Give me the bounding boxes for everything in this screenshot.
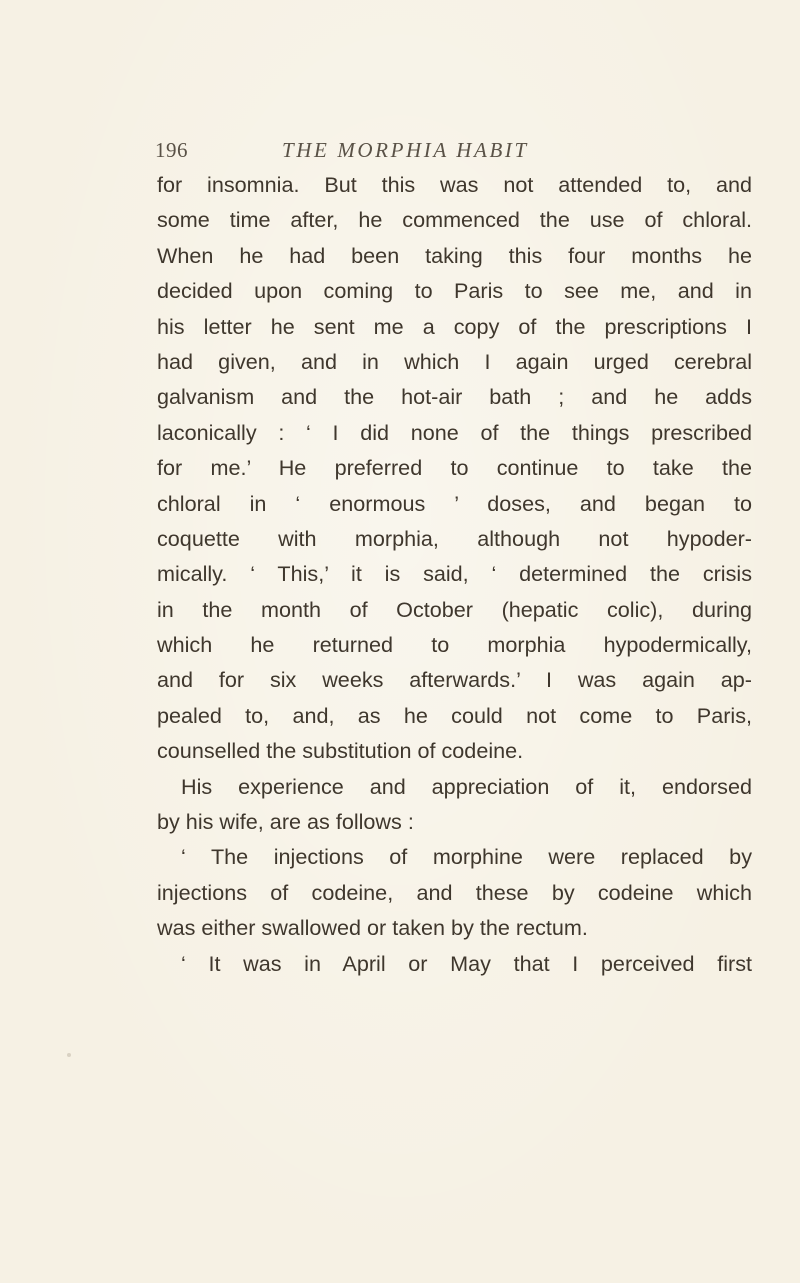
text-line: pealed to, and, as he could not come to Paris, — [157, 702, 752, 728]
text-line: mically. ‘ This,’ it is said, ‘ determined the crisis — [157, 561, 752, 587]
text-line: in the month of October (hepatic colic), during — [157, 596, 752, 622]
running-title: THE MORPHIA HABIT — [282, 138, 529, 162]
text-line: by his wife, are as follows : — [157, 809, 414, 835]
text-line: laconically : ‘ I did none of the things prescribed — [157, 419, 752, 445]
paper-speck — [67, 1053, 71, 1057]
page-number: 196 — [155, 138, 188, 162]
text-line: galvanism and the hot-air bath ; and he adds — [157, 384, 752, 410]
text-line: injections of codeine, and these by codeine which — [157, 879, 752, 905]
text-line: for me.’ He preferred to continue to take the — [157, 455, 752, 481]
text-line: for insomnia. But this was not attended to, and — [157, 172, 752, 197]
text-line: and for six weeks afterwards.’ I was again ap- — [157, 667, 752, 693]
body-text — [157, 167, 752, 981]
text-line: counselled the substitution of codeine. — [157, 738, 524, 764]
text-line: had given, and in which I again urged cerebral — [157, 348, 752, 374]
text-line: When he had been taking this four months he — [157, 242, 752, 268]
text-line: decided upon coming to Paris to see me, and in — [157, 278, 752, 304]
text-line: was either swallowed or taken by the rectum. — [157, 915, 588, 941]
page-header — [0, 138, 800, 168]
text-line: chloral in ‘ enormous ’ doses, and began to — [157, 490, 752, 516]
text-line: ‘ The injections of morphine were replaced by — [181, 844, 752, 870]
text-line: ‘ It was in April or May that I perceived first — [181, 950, 752, 976]
text-line: coquette with morphia, although not hypoder- — [157, 525, 752, 551]
text-line: which he returned to morphia hypodermically, — [157, 632, 752, 658]
text-line: some time after, he commenced the use of chloral. — [157, 207, 752, 233]
text-line: His experience and appreciation of it, endorsed — [181, 773, 752, 799]
text-line: his letter he sent me a copy of the prescriptions I — [157, 313, 752, 339]
